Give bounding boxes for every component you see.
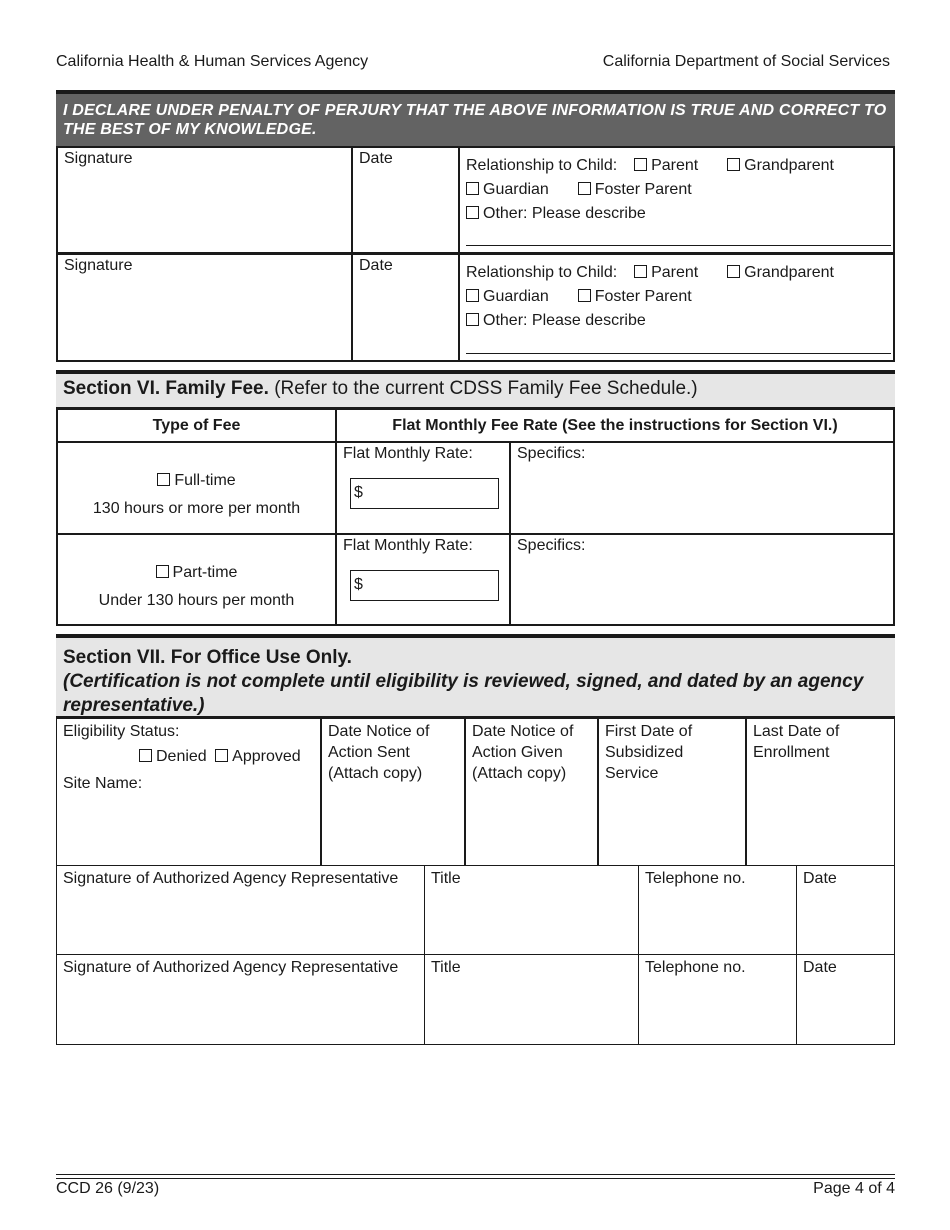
other-description-line[interactable] <box>466 245 891 246</box>
eligibility-cell <box>57 719 322 865</box>
rep-signature-label: Signature of Authorized Agency Representative <box>63 959 399 976</box>
rep-date-label: Date <box>803 959 837 976</box>
foster-parent-label: Foster Parent <box>594 288 692 305</box>
signature-block-2 <box>56 253 895 362</box>
last-date-line-2: Enrollment <box>753 744 830 761</box>
relationship-field <box>460 255 893 360</box>
notice-sent-line-1: Date Notice of <box>328 723 430 740</box>
guardian-label: Guardian <box>483 181 549 198</box>
full-time-checkbox[interactable] <box>157 473 170 486</box>
section-6-subtitle: (Refer to the current CDSS Family Fee Schedule.) <box>274 378 698 399</box>
flat-rate-header: Flat Monthly Fee Rate (See the instructions for Section VI.) <box>392 417 838 434</box>
specifics-label: Specifics: <box>517 537 586 554</box>
part-time-rate-input[interactable] <box>350 570 499 601</box>
rate-cell <box>337 535 511 626</box>
parent-label: Parent <box>651 264 699 281</box>
site-name-label: Site Name: <box>63 775 143 792</box>
first-date-line-3: Service <box>605 765 659 782</box>
page-header <box>56 53 895 73</box>
notice-given-cell[interactable] <box>466 719 599 865</box>
notice-given-line-1: Date Notice of <box>472 723 574 740</box>
department-name: California Department of Social Services <box>602 53 890 70</box>
parent-checkbox[interactable] <box>634 265 647 278</box>
notice-sent-line-2: Action Sent <box>328 744 410 761</box>
parent-checkbox[interactable] <box>634 158 647 171</box>
rep-title-label: Title <box>431 959 461 976</box>
part-time-label: Part-time <box>172 564 238 581</box>
section-7-header <box>56 634 895 716</box>
grandparent-checkbox[interactable] <box>727 158 740 171</box>
first-date-line-1: First Date of <box>605 723 693 740</box>
guardian-checkbox[interactable] <box>466 182 479 195</box>
denied-checkbox[interactable] <box>139 749 152 762</box>
fee-row-full-time <box>58 443 893 535</box>
specifics-label: Specifics: <box>517 445 586 462</box>
signature-label: Signature <box>64 257 133 274</box>
signature-field[interactable] <box>58 255 353 360</box>
last-date-line-1: Last Date of <box>753 723 840 740</box>
form-page <box>56 0 895 1230</box>
footer-divider <box>56 1174 895 1179</box>
date-field[interactable] <box>353 148 460 252</box>
section-7-subtitle: (Certification is not complete until eligibility is reviewed, signed, and dated by an agency representative.) <box>63 671 864 716</box>
rep-row-2 <box>57 955 894 1044</box>
signature-block-1 <box>56 146 895 254</box>
section-7-title: Section VII. For Office Use Only. <box>63 647 352 668</box>
full-time-hours: 130 hours or more per month <box>92 500 301 517</box>
date-label: Date <box>359 257 393 274</box>
rep-telephone-label: Telephone no. <box>645 870 746 887</box>
rep-telephone-field[interactable] <box>639 866 797 954</box>
rep-signature-field[interactable] <box>57 866 425 954</box>
approved-label: Approved <box>232 748 301 765</box>
relationship-label: Relationship to Child: <box>466 157 618 174</box>
currency-symbol: $ <box>354 576 363 593</box>
currency-symbol: $ <box>354 484 363 501</box>
rep-telephone-field[interactable] <box>639 955 797 1044</box>
part-time-hours: Under 130 hours per month <box>98 592 295 609</box>
eligibility-row <box>57 719 894 866</box>
date-label: Date <box>359 150 393 167</box>
specifics-field[interactable] <box>511 535 893 626</box>
other-description-line[interactable] <box>466 353 891 354</box>
full-time-rate-input[interactable] <box>350 478 499 509</box>
flat-monthly-rate-label: Flat Monthly Rate: <box>343 445 473 462</box>
signature-field[interactable] <box>58 148 353 252</box>
denied-label: Denied <box>156 748 207 765</box>
rep-telephone-label: Telephone no. <box>645 959 746 976</box>
other-checkbox[interactable] <box>466 206 479 219</box>
fee-row-part-time <box>58 535 893 626</box>
fee-type-cell <box>58 535 337 626</box>
notice-given-line-2: Action Given <box>472 744 563 761</box>
perjury-declaration: I DECLARE UNDER PENALTY OF PERJURY THAT THE ABOVE INFORMATION IS TRUE AND CORRECT TO THE BEST OF MY KNOWLEDGE. <box>56 90 895 146</box>
guardian-checkbox[interactable] <box>466 289 479 302</box>
rep-title-label: Title <box>431 870 461 887</box>
grandparent-label: Grandparent <box>744 157 834 174</box>
foster-parent-checkbox[interactable] <box>578 289 591 302</box>
approved-checkbox[interactable] <box>215 749 228 762</box>
eligibility-status-label: Eligibility Status: <box>63 723 180 740</box>
section-6-title: Section VI. Family Fee. <box>63 378 269 399</box>
form-id: CCD 26 (9/23) <box>56 1180 160 1197</box>
relationship-label: Relationship to Child: <box>466 264 618 281</box>
other-checkbox[interactable] <box>466 313 479 326</box>
rep-row-1 <box>57 866 894 955</box>
part-time-checkbox[interactable] <box>156 565 169 578</box>
type-of-fee-header: Type of Fee <box>58 410 337 441</box>
full-time-label: Full-time <box>174 472 236 489</box>
rep-signature-label: Signature of Authorized Agency Representative <box>63 870 399 887</box>
signature-label: Signature <box>64 150 133 167</box>
grandparent-label: Grandparent <box>744 264 834 281</box>
first-date-cell[interactable] <box>599 719 747 865</box>
rate-cell <box>337 443 511 533</box>
grandparent-checkbox[interactable] <box>727 265 740 278</box>
other-label: Other: Please describe <box>483 312 646 329</box>
section-6-header <box>56 370 895 407</box>
notice-sent-line-3: (Attach copy) <box>328 765 423 782</box>
agency-name: California Health & Human Services Agency <box>56 53 369 70</box>
page-number: Page 4 of 4 <box>813 1180 895 1197</box>
rep-signature-field[interactable] <box>57 955 425 1044</box>
foster-parent-checkbox[interactable] <box>578 182 591 195</box>
last-date-cell[interactable] <box>747 719 894 865</box>
notice-given-line-3: (Attach copy) <box>472 765 567 782</box>
rep-date-field[interactable] <box>797 866 894 954</box>
foster-parent-label: Foster Parent <box>594 181 692 198</box>
relationship-field <box>460 148 893 252</box>
guardian-label: Guardian <box>483 288 549 305</box>
rep-date-field[interactable] <box>797 955 894 1044</box>
other-label: Other: Please describe <box>483 205 646 222</box>
rep-title-field[interactable] <box>425 866 639 954</box>
fee-type-cell <box>58 443 337 533</box>
date-field[interactable] <box>353 255 460 360</box>
rep-date-label: Date <box>803 870 837 887</box>
rep-title-field[interactable] <box>425 955 639 1044</box>
parent-label: Parent <box>651 157 699 174</box>
office-use-table <box>56 716 895 1045</box>
fee-table-header <box>58 410 893 443</box>
specifics-field[interactable] <box>511 443 893 533</box>
family-fee-table <box>56 407 895 626</box>
first-date-line-2: Subsidized <box>605 744 684 761</box>
notice-sent-cell[interactable] <box>322 719 466 865</box>
flat-monthly-rate-label: Flat Monthly Rate: <box>343 537 473 554</box>
